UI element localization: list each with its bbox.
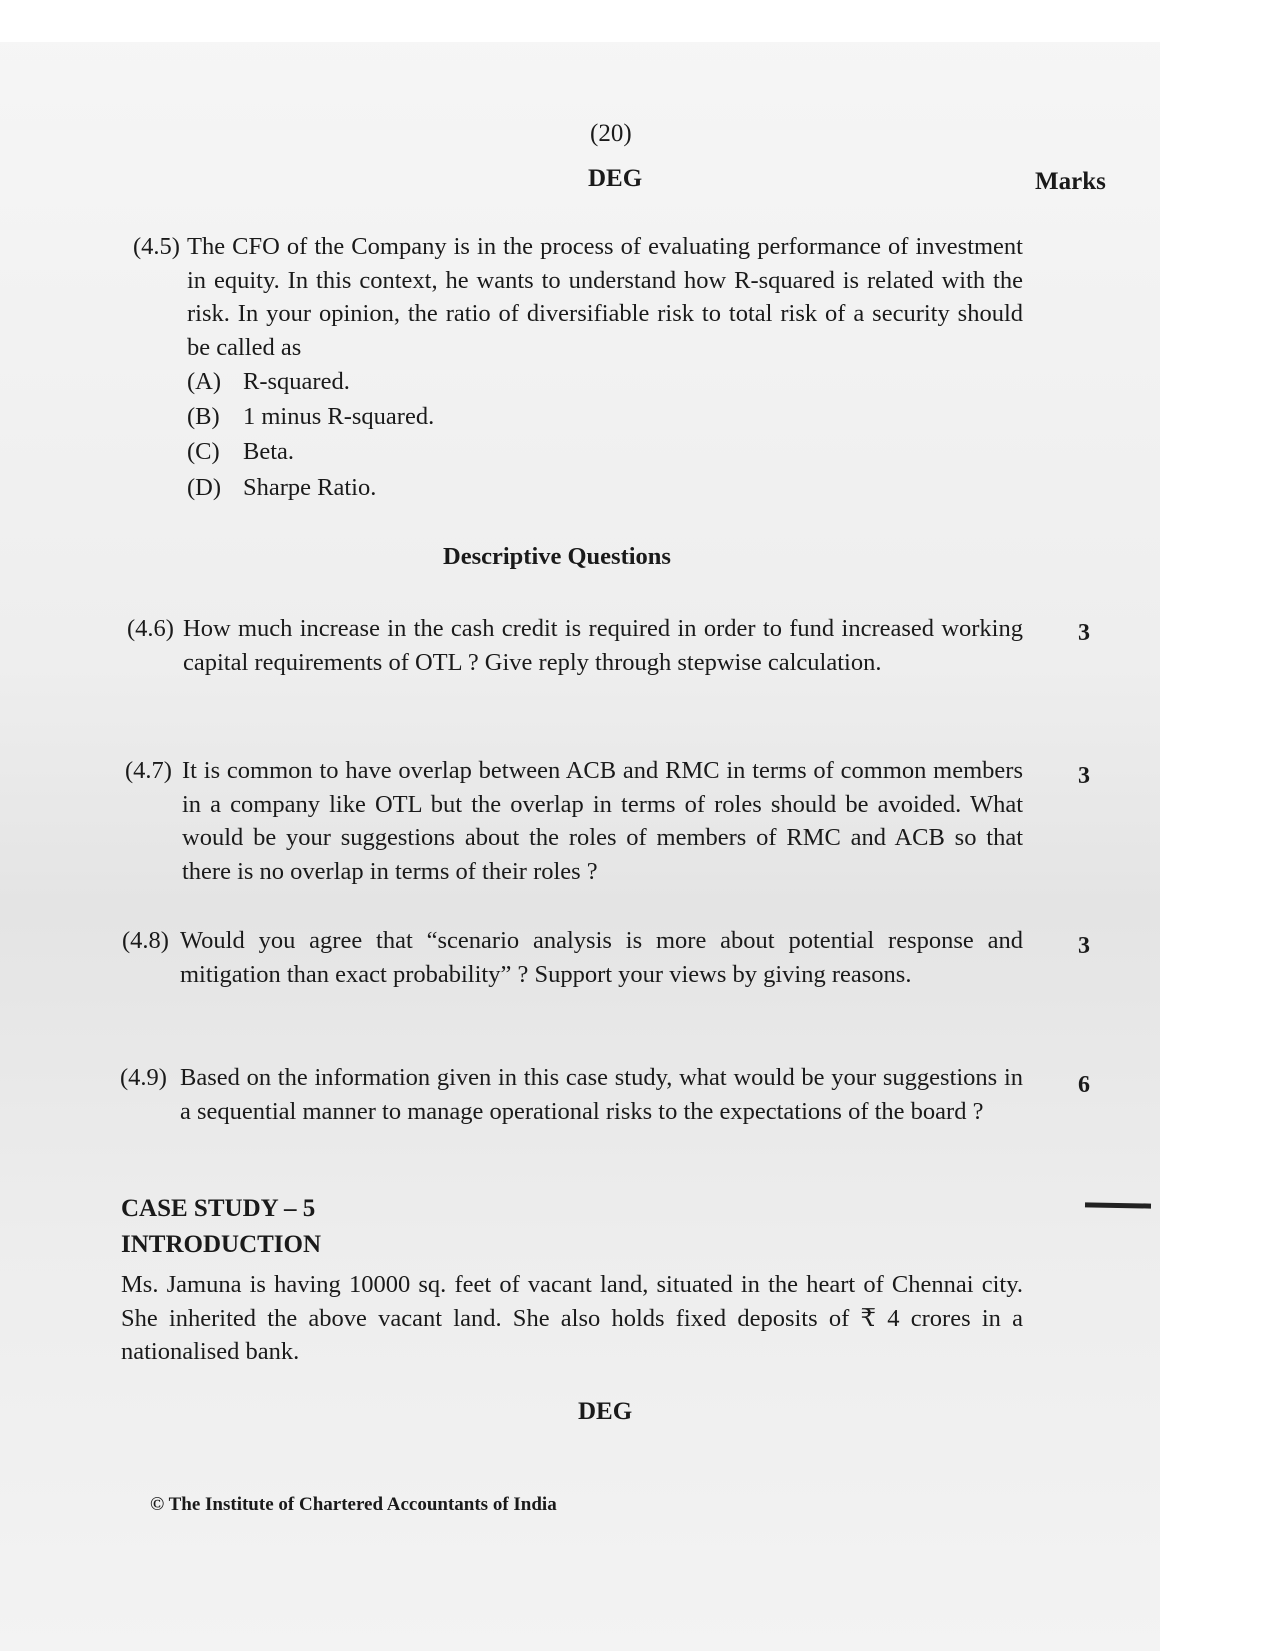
section-heading: Descriptive Questions (443, 543, 671, 570)
case-study-text: Ms. Jamuna is having 10000 sq. feet of vacant land, situated in the heart of Chennai city. She inherited the above vacant land. She also holds fixed deposits of ₹ 4 crores in a nationalised bank. (121, 1271, 1023, 1365)
question-number: (4.9) (120, 1064, 167, 1091)
question-text: It is common to have overlap between ACB and RMC in terms of common members in a company like OTL but the overlap in terms of roles should be avoided. What would be your suggestions about the roles of members of RMC and ACB so that there is no overlap in terms of their roles ? (182, 757, 1023, 885)
page-right-margin (1160, 0, 1275, 1651)
question-marks: 3 (1078, 620, 1090, 646)
question-marks: 3 (1078, 933, 1090, 959)
question-4-7 (125, 754, 1023, 888)
option-label: (A) (187, 368, 222, 395)
question-number: (4.8) (122, 927, 169, 954)
question-text: The CFO of the Company is in the process of evaluating performance of investment in equity. In this context, he wants to understand how R-squared is related with the risk. In your opinion, the ratio of diversifiable risk to total risk of a security should be called as (187, 233, 1023, 361)
question-marks: 6 (1078, 1072, 1090, 1098)
page-top-margin (0, 0, 1275, 42)
mcq-question (133, 230, 1023, 364)
option-text: Beta. (243, 438, 295, 465)
footer-copyright: © The Institute of Chartered Accountants of India (150, 1494, 557, 1515)
option-label: (C) (187, 438, 220, 465)
page-number: (20) (590, 120, 632, 147)
mcq-option-d (187, 474, 376, 502)
option-text: Sharpe Ratio. (243, 474, 377, 501)
question-text: How much increase in the cash credit is required in order to fund increased working capital requirements of OTL ? Give reply through stepwise calculation. (183, 615, 1023, 676)
question-number: (4.5) (133, 233, 180, 260)
option-text: R-squared. (243, 368, 350, 395)
option-label: (B) (187, 403, 220, 430)
question-number: (4.7) (125, 757, 172, 784)
mcq-option-a (187, 368, 350, 396)
question-4-6 (127, 612, 1023, 679)
header-marks-label: Marks (1035, 168, 1106, 195)
option-label: (D) (187, 474, 222, 501)
case-study-subtitle: INTRODUCTION (121, 1231, 322, 1258)
footer-paper-code: DEG (578, 1398, 633, 1425)
question-text: Based on the information given in this case study, what would be your suggestions in a sequential manner to manage operational risks to the expectations of the board ? (180, 1064, 1023, 1125)
option-text: 1 minus R-squared. (243, 403, 435, 430)
question-4-8 (122, 924, 1023, 991)
mcq-option-c (187, 438, 294, 466)
question-text: Would you agree that “scenario analysis is more about potential response and mitigation than exact probability” ? Support your views by giving reasons. (180, 927, 1023, 988)
question-number: (4.6) (127, 615, 174, 642)
question-4-9 (120, 1061, 1023, 1128)
mcq-option-b (187, 403, 434, 431)
margin-dash-mark (1085, 1202, 1151, 1208)
header-paper-code: DEG (588, 165, 643, 192)
question-marks: 3 (1078, 763, 1090, 789)
case-study-title: CASE STUDY – 5 (121, 1195, 316, 1222)
